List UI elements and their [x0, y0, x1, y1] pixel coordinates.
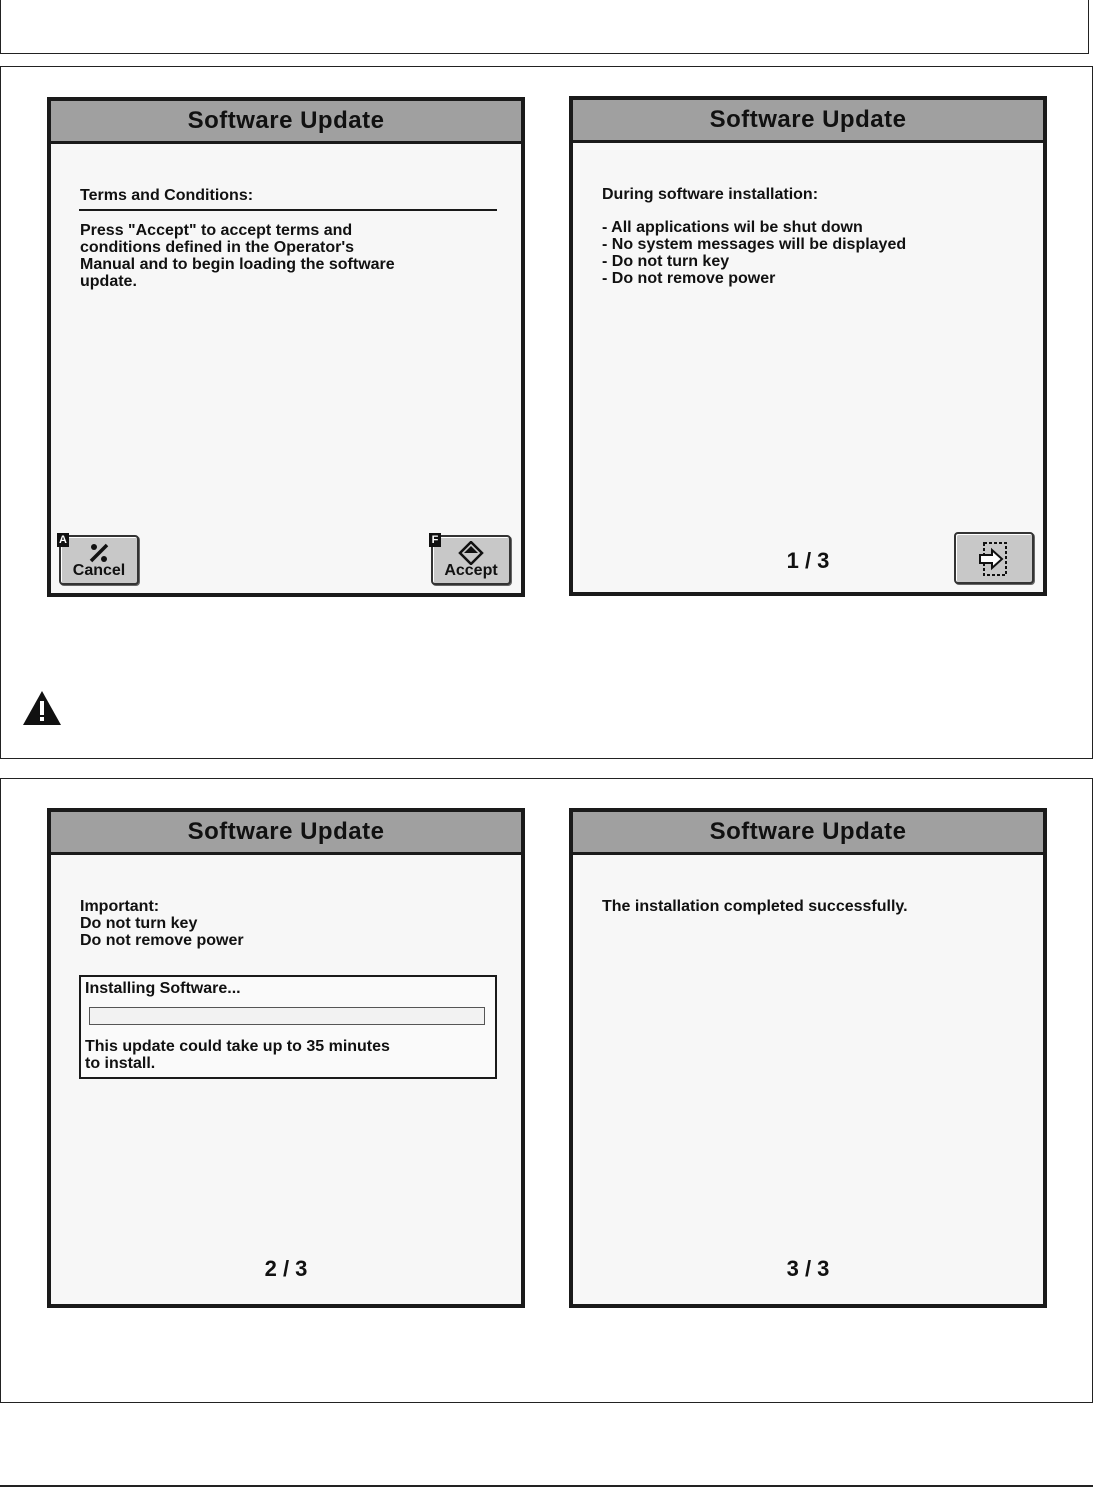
- terms-divider: [79, 209, 497, 211]
- cancel-label: Cancel: [72, 562, 126, 579]
- installing-label: Installing Software...: [85, 980, 241, 997]
- notice-line: Important:: [80, 898, 160, 915]
- note-line: This update could take up to 35 minutes: [85, 1038, 390, 1055]
- installing-box: [79, 975, 497, 1079]
- during-list: [602, 219, 906, 287]
- success-message: The installation completed successfully.: [602, 898, 908, 915]
- complete-screen: [569, 808, 1047, 1308]
- next-page-button[interactable]: [954, 532, 1034, 584]
- list-item: - Do not remove power: [602, 270, 776, 287]
- terms-body-line: conditions defined in the Operator's: [80, 239, 355, 256]
- header-box: [0, 0, 1089, 54]
- note-line: to install.: [85, 1055, 156, 1072]
- terms-body-line: Manual and to begin loading the software: [80, 256, 395, 273]
- progress-bar: [89, 1007, 485, 1025]
- accept-label: Accept: [444, 562, 498, 579]
- screen-title: Software Update: [51, 812, 521, 855]
- list-item: - Do not turn key: [602, 253, 730, 270]
- terms-body-line: update.: [80, 273, 137, 290]
- softkey-letter: A: [57, 533, 69, 547]
- terms-heading: Terms and Conditions:: [80, 187, 254, 204]
- install-duration-note: [85, 1038, 390, 1072]
- footer-rule: [0, 1485, 1093, 1487]
- list-item: - All applications wil be shut down: [602, 219, 863, 236]
- terms-body-line: Press "Accept" to accept terms and: [80, 222, 353, 239]
- list-item: - No system messages will be displayed: [602, 236, 907, 253]
- next-page-icon: [956, 540, 1032, 583]
- terms-screen: [47, 97, 525, 597]
- screen-title: Software Update: [573, 812, 1043, 855]
- warning-icon: [22, 690, 62, 726]
- notice-line: Do not remove power: [80, 932, 244, 949]
- screen-title: Software Update: [573, 100, 1043, 143]
- screen-title: Software Update: [51, 101, 521, 144]
- important-notice: [80, 898, 244, 949]
- accept-button[interactable]: [431, 535, 511, 585]
- softkey-letter: F: [429, 533, 441, 547]
- page-indicator: 3 / 3: [786, 1256, 830, 1281]
- cancel-button[interactable]: [59, 535, 139, 585]
- during-install-screen: [569, 96, 1047, 596]
- page-indicator: 1 / 3: [786, 548, 830, 573]
- page-indicator: 2 / 3: [264, 1256, 308, 1281]
- during-heading: During software installation:: [602, 186, 819, 203]
- terms-body: [80, 222, 395, 290]
- installing-screen: [47, 808, 525, 1308]
- notice-line: Do not turn key: [80, 915, 198, 932]
